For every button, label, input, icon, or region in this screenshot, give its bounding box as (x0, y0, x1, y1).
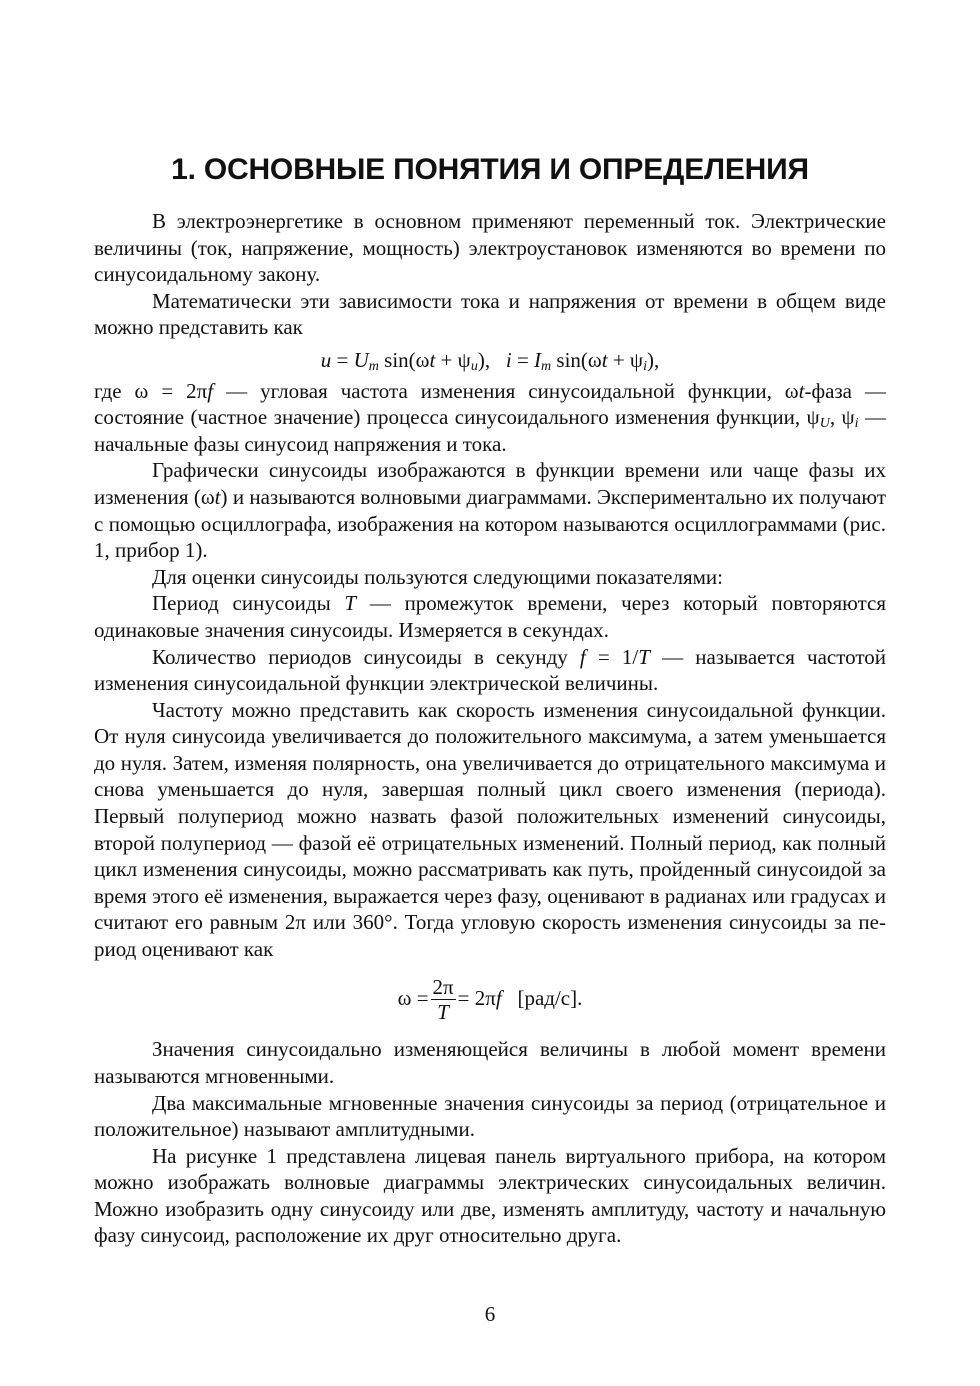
paragraph-3: где ω = 2πf — угловая частота изменения синусоидальной функции, ωt-фаза — состояние (частное значение) процесса синусоидального изменения функции, $\psi_U$, $\psi_i$ — начальные фазы синусоид напряжения и тока. (94, 378, 886, 456)
paragraph-11: На рисунке 1 представлена лицевая панель виртуального прибора, на котором можно изображать волновые диаграммы электрических синусоидальных величин. Можно изобразить одну синусоиду или две, изменять амплитуду, частоту и начальную фазу синусоид, расположение их друг относительно друга. (94, 1143, 886, 1248)
paragraph-10: Два максимальные мгновенные значения синусоиды за период (отрицательное и положительное) называют амплитудными. (94, 1090, 886, 1142)
paragraph-8: Частоту можно представить как скорость изменения синусоидальной функции. От нуля синусоида увеличивается до положительного максимума, а затем уменьшается до нуля. Затем, изменяя полярность, она увеличивается до отрицательного максимума и снова уменьшается до нуля, завершая полный цикл своего изменения (периода). Первый полупериод можно назвать фазой положительных изменений синусоиды, второй полупериод — фазой её отрицательных изменений. Полный период, как полный цикл изменения синусоиды, можно рассматривать как путь, пройденный синусоидой за время этого её изменения, выражается через фазу, оценивают в радианах или градусах и считают его равным 2π или 360°. Тогда угловую скорость изменения синусоиды за период оценивают как (94, 697, 886, 962)
section-heading: 1. ОСНОВНЫЕ ПОНЯТИЯ И ОПРЕДЕЛЕНИЯ (171, 153, 809, 186)
paragraph-5: Для оценки синусоиды пользуются следующими показателями: (152, 564, 723, 589)
paragraph-9: Значения синусоидально изменяющейся величины в любой момент времени называются мгновенными. (94, 1037, 886, 1088)
page-content (94, 150, 886, 1249)
paragraph-6: Период синусоиды T — промежуток времени, через который повторяются одинаковые значения синусоиды. Измеряется в секундах. (94, 591, 886, 642)
paragraph-7: Количество периодов синусоиды в секунду f = 1/T — называется частотой изменения синусоидальной функции электрической величины. (94, 644, 886, 696)
page-number: 6 (484, 1302, 496, 1326)
fraction: $\frac{2\pi}{T}$ (432, 975, 454, 1025)
paragraph-1: В электроэнергетике в основном применяют переменный ток. Электрические величины (ток, напряжение, мощность) электроустановок изменяются во времени по синусоидальному закону. (94, 209, 886, 287)
paragraph-2: Математически эти зависимости тока и напряжения от времени в общем виде можно представить как (94, 288, 886, 340)
formula-sinusoids: $u = U_m$ $\sin(\omega t + \psi_u)$, $i = I_m$ $\sin(\omega t + \psi_i)$, (320, 347, 660, 374)
formula-angular-frequency: ω = $\frac{2\pi}{T}$ = 2πf [рад/с]. (397, 975, 583, 1025)
paragraph-4: Графически синусоиды изображаются в функции времени или чаще фазы их изменения (ωt) и называются волновыми диаграммами. Экспериментально их получают с помощью осциллографа, изображения на котором называются осциллограммами (рис. 1, прибор 1). (94, 458, 886, 563)
